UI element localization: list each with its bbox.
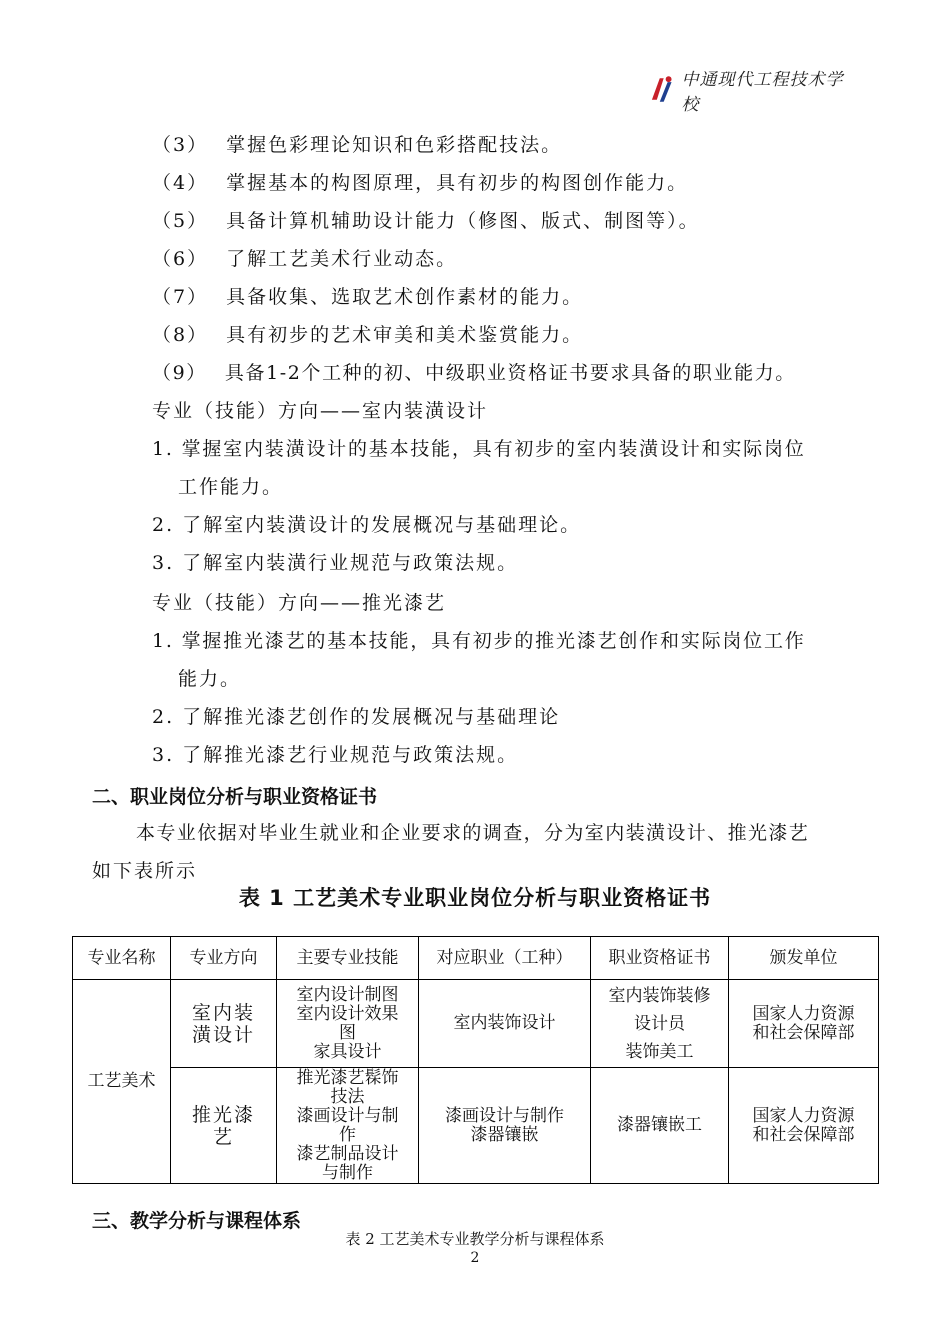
occupation-cell: 室内装饰设计 [419, 980, 591, 1068]
certificate-cell: 室内装饰装修 设计员 装饰美工 [591, 980, 729, 1068]
list-item [152, 168, 688, 195]
skills-cell: 推光漆艺髹饰 技法 漆画设计与制 作 漆艺制品设计 与制作 [277, 1068, 419, 1184]
school-logo [648, 70, 858, 115]
table-header-cell: 主要专业技能 [277, 937, 419, 980]
table-header-cell: 对应职业（工种） [419, 937, 591, 980]
issuer-cell: 国家人力资源 和社会保障部 [729, 1068, 879, 1184]
direction-item: 2. 了解推光漆艺创作的发展概况与基础理论 [152, 706, 561, 728]
list-text: 具备收集、选取艺术创作素材的能力。 [226, 286, 584, 308]
table-caption: 表 2 工艺美术专业教学分析与课程体系 [345, 1230, 605, 1248]
page-number: 2 [470, 1250, 480, 1266]
list-text: 掌握色彩理论知识和色彩搭配技法。 [226, 134, 563, 156]
section-heading: 二、职业岗位分析与职业资格证书 [92, 786, 378, 808]
list-item [152, 358, 796, 385]
list-text: 具备计算机辅助设计能力（修图、版式、制图等）。 [226, 210, 700, 232]
direction-item-continued: 工作能力。 [178, 476, 284, 498]
table-header-cell: 专业名称 [73, 937, 171, 980]
skills-cell: 室内设计制图 室内设计效果 图 家具设计 [277, 980, 419, 1068]
list-text: 具有初步的艺术审美和美术鉴赏能力。 [226, 324, 584, 346]
list-number: （8） [152, 324, 209, 346]
table-header-cell: 颁发单位 [729, 937, 879, 980]
direction-cell: 推光漆 艺 [171, 1068, 277, 1184]
list-number: （4） [152, 172, 209, 194]
list-text: 了解工艺美术行业动态。 [226, 248, 458, 270]
table-header-row [73, 937, 879, 980]
direction-item: 3. 了解室内装潢行业规范与政策法规。 [152, 552, 519, 574]
school-emblem-icon [648, 74, 675, 106]
paragraph-continued: 如下表所示 [92, 860, 198, 882]
list-item [152, 206, 700, 233]
list-item [152, 282, 583, 309]
direction-title: 专业（技能）方向——推光漆艺 [152, 592, 447, 614]
qualification-table [72, 936, 879, 1184]
list-text: 具备1-2个工种的初、中级职业资格证书要求具备的职业能力。 [224, 362, 796, 384]
list-number: （6） [152, 248, 209, 270]
list-number: （5） [152, 210, 209, 232]
direction-cell: 室内装 潢设计 [171, 980, 277, 1068]
direction-item: 2. 了解室内装潢设计的发展概况与基础理论。 [152, 514, 582, 536]
table-header-cell: 职业资格证书 [591, 937, 729, 980]
list-item [152, 320, 583, 347]
direction-item-continued: 能力。 [178, 668, 242, 690]
school-name: 中通现代工程技术学校 [681, 70, 844, 115]
list-text: 掌握基本的构图原理，具有初步的构图创作能力。 [226, 172, 689, 194]
direction-item: 1. 掌握推光漆艺的基本技能，具有初步的推光漆艺创作和实际岗位工作 [152, 630, 806, 652]
list-item [152, 130, 562, 157]
list-number: （7） [152, 286, 209, 308]
paragraph: 本专业依据对毕业生就业和企业要求的调查，分为室内装潢设计、推光漆艺 [136, 822, 810, 844]
table-header-cell: 专业方向 [171, 937, 277, 980]
table-title: 表 1 工艺美术专业职业岗位分析与职业资格证书 [238, 886, 712, 910]
table-row [73, 1068, 879, 1184]
list-number: （9） [152, 362, 207, 384]
direction-title: 专业（技能）方向——室内装潢设计 [152, 400, 489, 422]
list-item [152, 244, 457, 271]
occupation-cell: 漆画设计与制作 漆器镶嵌 [419, 1068, 591, 1184]
direction-item: 3. 了解推光漆艺行业规范与政策法规。 [152, 744, 519, 766]
list-number: （3） [152, 134, 209, 156]
certificate-cell: 漆器镶嵌工 [591, 1068, 729, 1184]
table-row [73, 980, 879, 1068]
issuer-cell: 国家人力资源 和社会保障部 [729, 980, 879, 1068]
major-name-cell: 工艺美术 [73, 980, 171, 1184]
direction-item: 1. 掌握室内装潢设计的基本技能，具有初步的室内装潢设计和实际岗位 [152, 438, 806, 460]
section-heading: 三、教学分析与课程体系 [92, 1210, 302, 1232]
